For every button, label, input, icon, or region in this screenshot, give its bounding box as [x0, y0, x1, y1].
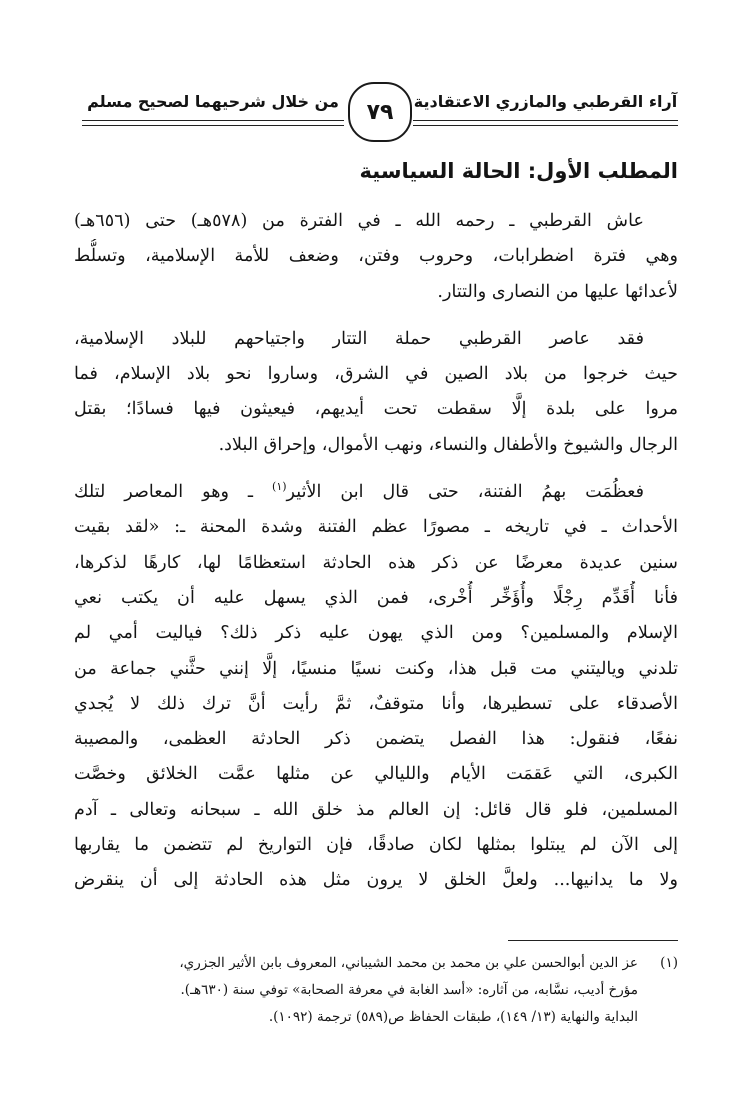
footnotes	[74, 950, 678, 1031]
text-line: الرجال والشيوخ والأطفال والنساء، ونهب الأموال، وإحراق البلاد.	[218, 434, 678, 455]
footnote-line: البداية والنهاية (١٣/ ١٤٩)، طبقات الحفاظ ص(٥٨٩) ترجمة (١٠٩٢).	[268, 1009, 638, 1025]
text-line: فأنا أُقَدِّم رِجْلًا وأُؤَخِّر أُخْرى، فمن الذي يسهل عليه أن يكتب نعي	[74, 587, 678, 608]
header-rule-right	[413, 120, 678, 121]
text-line: مروا على بلدة إلَّا سقطت تحت أيديهم، فيعيثون فيها فسادًا؛ بقتل	[74, 399, 678, 420]
page-number: ٧٩	[366, 99, 394, 125]
running-header	[82, 82, 678, 146]
text-line: الأحداث ـ في تاريخه ـ مصورًا عظم الفتنة وشدة المحنة ـ: «لقد بقيت	[74, 517, 678, 538]
text-line: الأصدقاء على تسطيرها، وأنا متوقفٌ، ثمَّ رأيت أنَّ ترك ذلك لا يُجدي	[74, 693, 678, 714]
footnote-reference[interactable]: (١)	[272, 480, 287, 494]
header-book-title: آراء القرطبي والمازري الاعتقادية	[413, 92, 678, 111]
text-line: عاش القرطبي ـ رحمه الله ـ في الفترة من (٥٧٨هـ) حتى (٦٥٦هـ)	[74, 211, 644, 231]
paragraph-1	[74, 204, 678, 310]
header-rule-right-thin	[413, 125, 678, 126]
paragraph-3	[74, 475, 678, 899]
text-line: وهي فترة اضطرابات، وحروب وفتن، وضعف للأمة الإسلامية، وتسلُّط	[74, 246, 678, 267]
footnote-text: عز الدين أبوالحسن علي بن محمد بن محمد الشيباني، المعروف بابن الأثير الجزري،	[179, 955, 638, 971]
text-segment: ـ وهو المعاصر لتلك	[74, 482, 273, 503]
text-line: الكبرى، التي عَقمَت الأيام والليالي عن مثلها عمَّت الخلائق وخصَّت	[74, 764, 678, 785]
text-line: ولا ما يدانيها... ولعلَّ الخلق لا يرون مثل هذه الحادثة إلى أن ينقرض	[74, 870, 678, 891]
header-rule-left-thin	[82, 125, 344, 126]
body-text	[74, 204, 678, 911]
text-line: الإسلام والمسلمين؟ ومن الذي يهون عليه ذكر ذلك؟ فياليت أمي لم	[74, 623, 678, 644]
header-book-subtitle: من خلال شرحيهما لصحيح مسلم	[87, 92, 339, 111]
text-line: نفعًا، فنقول: هذا الفصل يتضمن ذكر الحادثة العظمى، والمصيبة	[74, 729, 678, 750]
header-rule-left	[82, 120, 344, 121]
text-segment: فعظُمَت بهمُ الفتنة، حتى قال ابن الأثير	[286, 482, 644, 503]
paragraph-2	[74, 322, 678, 463]
footnote-line: مؤرخ أديب، نسَّابه، من آثاره: «أسد الغابة في معرفة الصحابة» توفي سنة (٦٣٠هـ).	[180, 982, 638, 998]
page-number-badge	[348, 82, 412, 142]
footnote-separator	[508, 940, 678, 941]
text-line: سنين عديدة معرضًا عن ذكر هذه الحادثة استعظامًا لها، كارهًا لذكرها،	[74, 552, 678, 573]
text-line: تلدني وياليتني مت قبل هذا، وكنت نسيًا منسيًا، إلَّا إنني حثَّني جماعة من	[74, 658, 678, 679]
text-line-with-footnote-ref	[74, 475, 678, 510]
text-line: لأعدائها عليها من النصارى والتتار.	[437, 281, 678, 302]
footnote-number: (١)	[660, 955, 678, 971]
text-line: فقد عاصر القرطبي حملة التتار واجتياحهم للبلاد الإسلامية،	[74, 328, 644, 349]
footnote-line	[74, 950, 678, 977]
text-line: إلى الآن لم يبتلوا بمثلها لكان صادقًا، فإن التواريخ لم تتضمن ما يقاربها	[74, 835, 678, 856]
section-title: المطلب الأول: الحالة السياسية	[359, 159, 678, 183]
text-line: المسلمين، فلو قال قائل: إن العالم مذ خلق الله ـ سبحانه وتعالى ـ آدم	[74, 799, 678, 820]
text-line: حيث خرجوا من بلاد الصين في الشرق، وساروا نحو بلاد الإسلام، فما	[74, 364, 678, 385]
